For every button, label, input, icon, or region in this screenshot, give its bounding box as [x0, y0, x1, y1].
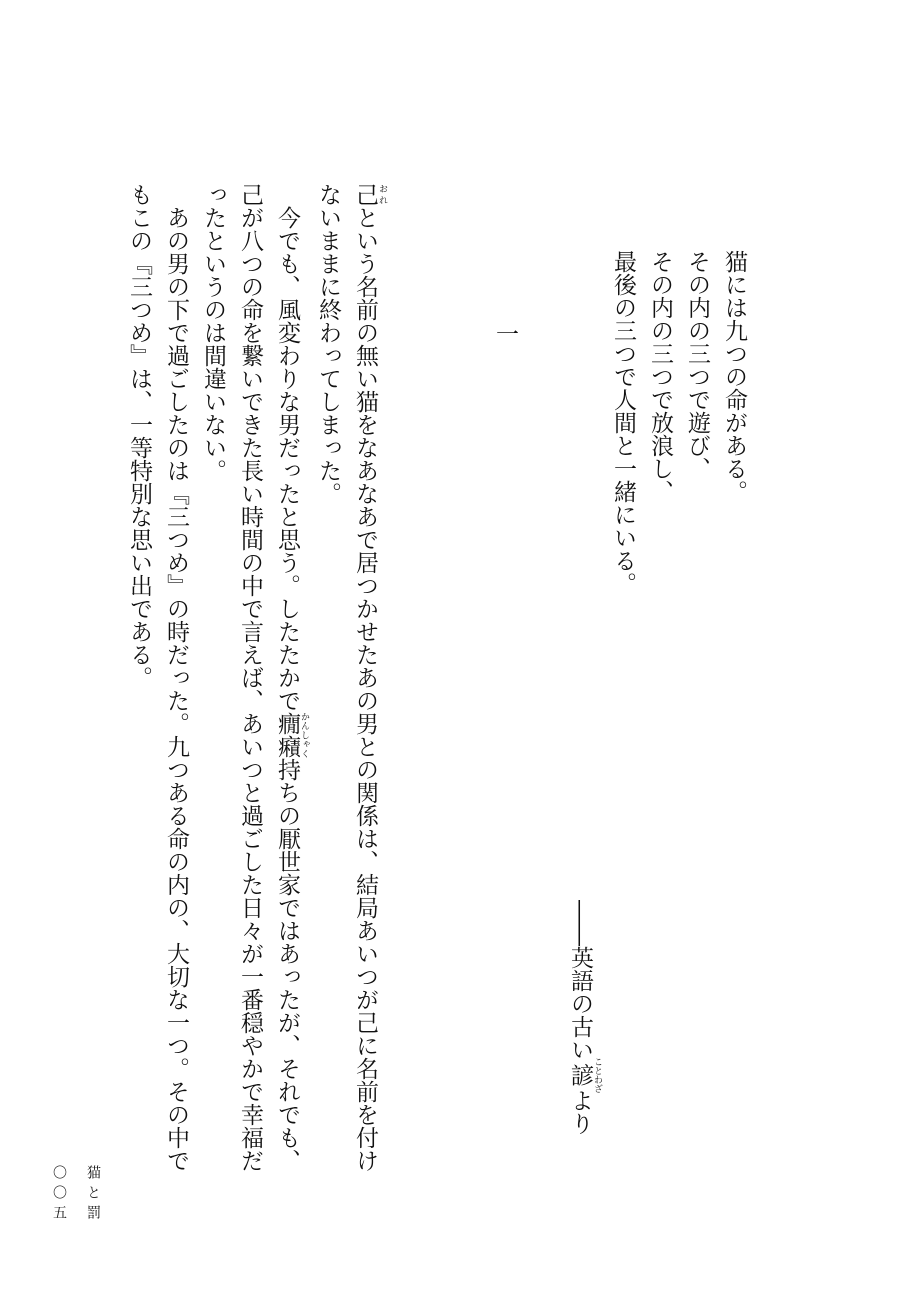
- epigraph-line-3: その内の三つで放浪し、: [647, 250, 673, 503]
- attribution-ruby: [567, 1057, 602, 1093]
- furigana-ore: おれ: [377, 183, 387, 206]
- chapter-number: 一: [492, 322, 518, 345]
- paragraph-2: [194, 183, 309, 1183]
- body-text: [120, 183, 387, 1183]
- furigana-kanshaku: かんしゃく: [299, 712, 309, 758]
- paragraph-1-ruby: [352, 183, 387, 206]
- paragraph-1: [309, 183, 387, 1183]
- attribution-furigana: ことわざ: [592, 1057, 602, 1093]
- epigraph: [604, 250, 752, 630]
- paragraph-2-post: 持ちの厭世家ではあったが、それでも、己が八つの命を繋いできた長い時間の中で言えば、あいつと過ごした日々が一番穏やかで幸福だったというのは間違いない。: [200, 183, 300, 1172]
- attribution-prefix: ――英語の古い: [567, 900, 593, 1061]
- epigraph-line-4: 最後の三つで人間と一緒にいる。: [610, 250, 636, 595]
- paragraph-3: あの男の下で過ごしたのは『三つめ』の時だった。九つある命の内の、大切な一つ。その中でもこの『三つめ』は、一等特別な思い出である。: [126, 183, 189, 1172]
- footer-page-number: 〇〇五: [51, 1165, 67, 1225]
- ruby-base-kanshaku: 癇癪: [274, 712, 300, 758]
- paragraph-2-pre: 今でも、風変わりな男だったと思う。したたかで: [274, 206, 300, 712]
- paragraph-1-text: という名前の無い猫をなあなあで居つかせたあの男との関係は、結局あいつが己に名前を付けないままに終わってしまった。: [315, 183, 378, 1172]
- epigraph-line-2: その内の三つで遊び、: [684, 250, 710, 480]
- epigraph-line-1: 猫には九つの命がある。: [721, 250, 747, 503]
- ruby-base-ore: 己: [352, 183, 378, 206]
- paragraph-2-ruby: [274, 712, 309, 758]
- attribution-suffix: より: [567, 1089, 593, 1135]
- epigraph-attribution: [565, 900, 602, 1140]
- attribution-kanji: 諺: [567, 1057, 593, 1093]
- footer-book-title: 猫と罰: [85, 1165, 101, 1225]
